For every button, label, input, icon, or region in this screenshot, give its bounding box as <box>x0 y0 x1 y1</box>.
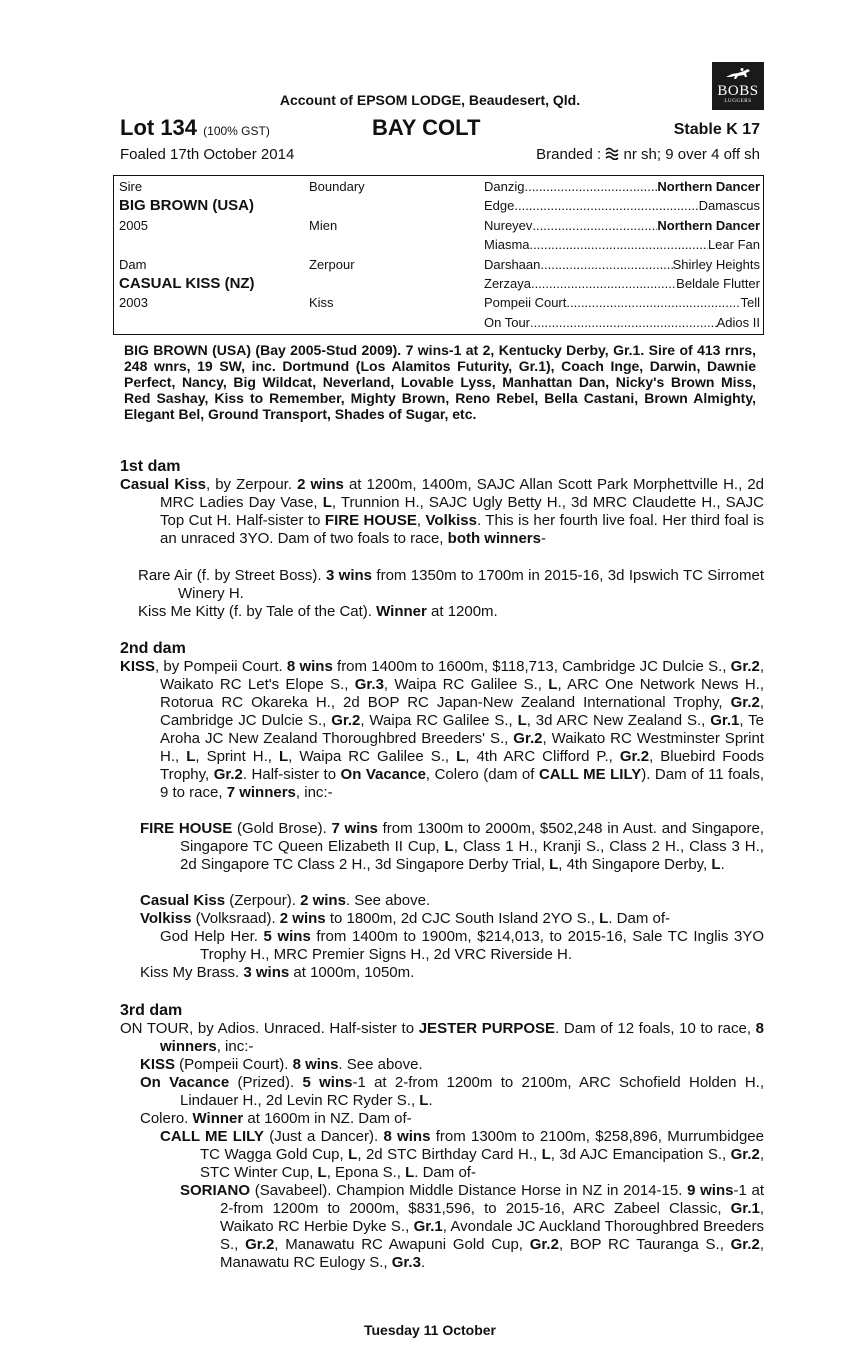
bold-run: KISS <box>140 1056 176 1073</box>
bold-run: Volkiss <box>140 910 192 927</box>
bold-run: 5 wins <box>263 928 311 945</box>
bold-run: L <box>599 910 609 927</box>
produce-paragraph <box>120 1020 764 1056</box>
text-run: , Te Aroha JC New Zealand Thoroughbred Breeders' S., <box>160 712 764 747</box>
text-run: (Prized). <box>229 1074 303 1091</box>
bold-run: L <box>405 1164 415 1181</box>
bold-run: L <box>549 856 559 873</box>
text-run: , 4th ARC Clifford P., <box>465 748 620 765</box>
dot-leader <box>530 313 717 332</box>
horse-description: BAY COLT <box>372 115 481 140</box>
grandparent-sire: Beldale Flutter <box>676 276 760 291</box>
produce-paragraph <box>140 910 764 928</box>
grandparent-sire: Northern Dancer <box>657 217 760 233</box>
bold-run: Gr.2 <box>245 1236 275 1253</box>
text-run: ON TOUR, by Adios. Unraced. Half-sister to <box>120 1020 419 1037</box>
grandparent-name: Darshaan <box>484 256 541 272</box>
branding <box>536 146 760 163</box>
text-run: , Sprint H., <box>195 748 279 765</box>
text-run: ). Dam of 11 foals, 9 to race, <box>160 766 764 801</box>
produce-paragraph <box>140 964 764 982</box>
grandparent-row <box>484 177 760 196</box>
dot-leader <box>531 274 676 293</box>
text-run: (Volksraad). <box>191 910 280 927</box>
bold-run: L <box>322 494 332 511</box>
grandparent-row <box>484 255 760 274</box>
bold-run: 5 wins <box>302 1074 353 1091</box>
produce-paragraph <box>180 1182 764 1272</box>
text-run: . This is her fourth live foal. Her third foal is an unraced 3YO. Dam of two foals to race, <box>160 512 764 547</box>
text-run: . See above. <box>338 1056 423 1073</box>
produce-paragraph <box>140 820 764 874</box>
text-run: . Half-sister to <box>242 766 341 783</box>
bold-run: CALL ME LILY <box>538 766 642 783</box>
bold-run: Winner <box>192 1110 244 1127</box>
section-title: 2nd dam <box>120 640 186 657</box>
bold-run: L <box>419 1092 429 1109</box>
text-run: Kiss Me Kitty (f. by Tale of the Cat). <box>138 603 377 620</box>
pedigree-table <box>113 175 764 335</box>
text-run: from 1350m to 1700m in 2015-16, 3d Ipswich TC Sirromet Winery H. <box>178 567 764 602</box>
text-run: at 1200m. <box>426 603 498 620</box>
bold-run: L <box>186 748 196 765</box>
branded-suffix: nr sh; 9 over 4 off sh <box>623 146 760 163</box>
text-run: (Pompeii Court). <box>175 1056 293 1073</box>
bold-run: 3 wins <box>243 964 290 981</box>
text-run: . <box>720 856 725 873</box>
dam-dam: Kiss <box>309 295 334 310</box>
text-run: . <box>420 1254 426 1271</box>
bold-run: Volkiss <box>425 512 477 529</box>
text-run: , Waipa RC Galilee S., <box>360 712 518 729</box>
bold-run: L <box>348 1146 358 1163</box>
dot-leader <box>566 293 740 312</box>
bold-run: Casual Kiss <box>140 892 226 909</box>
vendor-account: Account of EPSOM LODGE, Beaudesert, Qld. <box>279 92 581 108</box>
grandparent-name: Pompeii Court <box>484 295 567 311</box>
bold-run: Gr.2 <box>529 1236 559 1253</box>
grandparent-name: Zerzaya <box>484 276 531 291</box>
grandparent-sire: Shirley Heights <box>672 256 760 272</box>
text-run: (Gold Brose). <box>232 820 332 837</box>
text-run: - <box>541 530 546 547</box>
grandparent-row <box>484 235 760 254</box>
grandparent-sire: Damascus <box>698 198 760 214</box>
text-run: , 3d AJC Emancipation S., <box>550 1146 731 1163</box>
bold-run: FIRE HOUSE <box>140 820 233 837</box>
bold-run: Gr.2 <box>730 1146 760 1163</box>
bold-run: Gr.3 <box>354 676 384 693</box>
bold-run: On Vacance <box>140 1074 230 1091</box>
bold-run: 3 wins <box>325 567 373 584</box>
dot-leader <box>532 216 657 235</box>
bold-run: 2 wins <box>300 892 346 909</box>
text-run: God Help Her. <box>160 928 264 945</box>
bold-run: Gr.1 <box>413 1218 443 1235</box>
bold-run: 8 winners <box>160 1020 764 1055</box>
text-run: , Manawatu RC Awapuni Gold Cup, <box>274 1236 530 1253</box>
sire-year: 2005 <box>119 218 148 233</box>
text-run: , Waikato RC Westminster Sprint H., <box>160 730 764 765</box>
text-run: , Manawatu RC Eulogy S., <box>220 1236 764 1271</box>
text-run: Kiss My Brass. <box>140 964 244 981</box>
grandparent-row <box>484 274 760 293</box>
logo-subtext: LUGGERS <box>724 99 752 104</box>
text-run: -1 at 2-from 1200m to 2100m, ARC Schofield Holden H., Lindauer H., 2d Levin RC Ryder S., <box>180 1074 764 1109</box>
bold-run: SORIANO <box>180 1182 251 1199</box>
dam-sire: Zerpour <box>309 257 355 272</box>
sire-label: Sire <box>119 179 143 194</box>
text-run: . Dam of- <box>414 1164 476 1181</box>
logo-text: BOBS <box>717 83 759 99</box>
text-run: from 1300m to 2100m, $258,896, Murrumbidgee TC Wagga Gold Cup, <box>200 1128 764 1163</box>
sire-summary: BIG BROWN (USA) (Bay 2005-Stud 2009). 7 wins-1 at 2, Kentucky Derby, Gr.1. Sire of 413 rnrs, 248 wnrs, 19 SW, inc. Dortmund (Los Alamitos Futurity, Gr.1), Coach Inge, Darwin, Dawnie Perfect, Nancy, Big Wildcat, Neverland, Lovable Lyss, Manhattan Dan, Nicky's Brown Miss, Red Sashay, Kiss to Remember, Mighty Brown, Reno Rebel, Bella Castani, Brown Almighty, Elegant Bel, Ground Transport, Shades of Sugar, etc. <box>124 342 756 422</box>
text-run: , inc:- <box>295 784 333 801</box>
grandparent-row <box>484 313 760 332</box>
text-run: . Dam of 12 foals, 10 to race, <box>555 1020 756 1037</box>
gst-note: (100% GST) <box>203 124 270 138</box>
grandparent-sire: Northern Dancer <box>657 179 760 194</box>
text-run: . <box>428 1092 433 1109</box>
text-run: , Waipa RC Galilee S., <box>383 676 549 693</box>
bold-run: 2 wins <box>297 476 344 493</box>
lot-heading <box>120 115 270 141</box>
text-run: (Just a Dancer). <box>263 1128 384 1145</box>
brand-mark-icon <box>605 146 619 160</box>
bold-run: L <box>444 838 454 855</box>
bold-run: Winner <box>376 603 427 620</box>
grandparent-sire: Lear Fan <box>707 237 760 253</box>
bold-run: L <box>456 748 466 765</box>
text-run: from 1300m to 2000m, $502,248 in Aust. and Singapore, Singapore TC Queen Elizabeth II Cup, <box>180 820 765 855</box>
text-run: . See above. <box>345 892 431 909</box>
bold-run: FIRE HOUSE <box>324 512 417 529</box>
section-title: 1st dam <box>120 458 181 475</box>
text-run: , 4th Singapore Derby, <box>558 856 712 873</box>
grandparent-name: Danzig <box>484 179 525 194</box>
text-run: , 2d STC Birthday Card H., <box>357 1146 542 1163</box>
grandparent-name: On Tour <box>484 314 531 330</box>
produce-paragraph <box>120 658 764 802</box>
dam-label: Dam <box>119 257 147 272</box>
grandparent-name: Miasma <box>484 237 530 253</box>
bold-run: L <box>548 676 558 693</box>
text-run: . Dam of- <box>608 910 670 927</box>
produce-paragraph <box>140 892 764 910</box>
text-run: to 1800m, 2d CJC South Island 2YO S., <box>325 910 600 927</box>
bold-run: both winners <box>447 530 541 547</box>
produce-paragraph <box>160 928 764 964</box>
bold-run: Gr.3 <box>391 1254 421 1271</box>
dot-leader <box>524 177 657 196</box>
horse-jockey-icon <box>724 67 752 81</box>
stable-location: Stable K 17 <box>673 121 760 138</box>
text-run: , <box>416 512 426 529</box>
text-run: (Savabeel). Champion Middle Distance Horse in NZ in 2014-15. <box>250 1182 688 1199</box>
bold-run: L <box>711 856 721 873</box>
grandparent-sire: Adios II <box>716 314 760 330</box>
sale-day-footer: Tuesday 11 October <box>363 1322 496 1338</box>
bold-run: 9 wins <box>687 1182 734 1199</box>
text-run: , Waikato RC Let's Elope S., <box>160 658 765 693</box>
sire-name: BIG BROWN (USA) <box>119 197 254 214</box>
text-run: , by Zerpour. <box>205 476 298 493</box>
bold-run: L <box>517 712 527 729</box>
bold-run: Gr.1 <box>730 1200 760 1217</box>
produce-paragraph <box>138 567 764 603</box>
text-run: , Cambridge JC Dulcie S., <box>160 694 764 729</box>
text-run: , by Pompeii Court. <box>155 658 287 675</box>
bold-run: Gr.2 <box>331 712 361 729</box>
bold-run: 2 wins <box>279 910 326 927</box>
bold-run: 8 wins <box>286 658 333 675</box>
text-run: , Class 1 H., Kranji S., Class 2 H., Class 3 H., 2d Singapore TC Class 2 H., 3d Singapore Derby Trial, <box>180 838 764 873</box>
dot-leader <box>540 255 672 274</box>
produce-paragraph <box>160 1128 764 1182</box>
produce-paragraph <box>140 1056 764 1074</box>
bold-run: 8 wins <box>383 1128 431 1145</box>
grandparent-row <box>484 196 760 215</box>
dam-year: 2003 <box>119 295 148 310</box>
text-run: at 1200m, 1400m, SAJC Allan Scott Park Morphettville H., 2d MRC Ladies Day Vase, <box>160 476 765 511</box>
produce-paragraph <box>120 476 764 548</box>
bold-run: JESTER PURPOSE <box>418 1020 556 1037</box>
bold-run: L <box>317 1164 327 1181</box>
text-run: at 1600m in NZ. Dam of- <box>243 1110 412 1127</box>
text-run: , Avondale JC Auckland Thoroughbred Breeders S., <box>220 1218 764 1253</box>
section-title: 3rd dam <box>120 1002 183 1019</box>
text-run: , inc:- <box>216 1038 254 1055</box>
bold-run: 7 wins <box>331 820 378 837</box>
text-run: , Trunnion H., SAJC Ugly Betty H., 3d MRC Claudette H., SAJC Top Cut H. Half-sister to <box>160 494 764 529</box>
text-run: at 1000m, 1050m. <box>289 964 415 981</box>
produce-paragraph <box>140 1110 764 1128</box>
dot-leader <box>530 235 708 254</box>
branded-prefix: Branded : <box>536 146 606 163</box>
text-run: , STC Winter Cup, <box>200 1146 764 1181</box>
bold-run: Gr.1 <box>710 712 740 729</box>
bold-run: 8 wins <box>292 1056 339 1073</box>
text-run: Colero. <box>140 1110 193 1127</box>
dot-leader <box>514 196 698 215</box>
text-run: , Epona S., <box>326 1164 406 1181</box>
text-run: , Waikato RC Herbie Dyke S., <box>220 1200 764 1235</box>
sire-sire: Boundary <box>309 179 365 194</box>
bold-run: Gr.2 <box>619 748 650 765</box>
produce-paragraph <box>140 1074 764 1110</box>
bold-run: KISS <box>120 658 156 675</box>
text-run: , Waipa RC Galilee S., <box>288 748 457 765</box>
text-run: , ARC One Network News H., Rotorua RC Okareka H., 2d BOP RC Japan-New Zealand International Trophy, <box>160 676 764 711</box>
lot-number: Lot 134 <box>120 115 198 140</box>
dam-name: CASUAL KISS (NZ) <box>119 275 255 292</box>
sire-dam: Mien <box>309 218 338 233</box>
text-run: , Bluebird Foods Trophy, <box>160 748 764 783</box>
grandparent-row <box>484 293 760 312</box>
text-run: , BOP RC Tauranga S., <box>558 1236 731 1253</box>
foaled-date: Foaled 17th October 2014 <box>120 146 295 163</box>
produce-paragraph <box>138 603 764 621</box>
text-run: , 3d ARC New Zealand S., <box>526 712 711 729</box>
text-run: (Zerpour). <box>225 892 301 909</box>
text-run: from 1400m to 1900m, $214,013, to 2015-16, Sale TC Inglis 3YO Trophy H., MRC Premier Signs H., 2d VRC Riverside H. <box>200 928 765 963</box>
bold-run: Gr.2 <box>730 694 760 711</box>
grandparent-name: Edge <box>484 198 515 214</box>
bold-run: Gr.2 <box>730 658 760 675</box>
grandparent-sire: Tell <box>740 295 760 311</box>
text-run: , Colero (dam of <box>425 766 539 783</box>
text-run: from 1400m to 1600m, $118,713, Cambridge JC Dulcie S., <box>332 658 731 675</box>
grandparent-name: Nureyev <box>484 217 533 233</box>
grandparent-row <box>484 216 760 235</box>
bold-run: Gr.2 <box>213 766 243 783</box>
bold-run: L <box>541 1146 551 1163</box>
text-run: -1 at 2-from 1200m to 2000m, $831,596, to 2015-16, ARC Zabeel Classic, <box>220 1182 765 1217</box>
bold-run: On Vacance <box>340 766 426 783</box>
bold-run: Gr.2 <box>513 730 543 747</box>
bold-run: Gr.2 <box>730 1236 760 1253</box>
bold-run: Casual Kiss <box>120 476 206 493</box>
bold-run: L <box>278 748 289 765</box>
bold-run: 7 winners <box>226 784 296 801</box>
text-run: Rare Air (f. by Street Boss). <box>138 567 326 584</box>
bold-run: CALL ME LILY <box>160 1128 264 1145</box>
